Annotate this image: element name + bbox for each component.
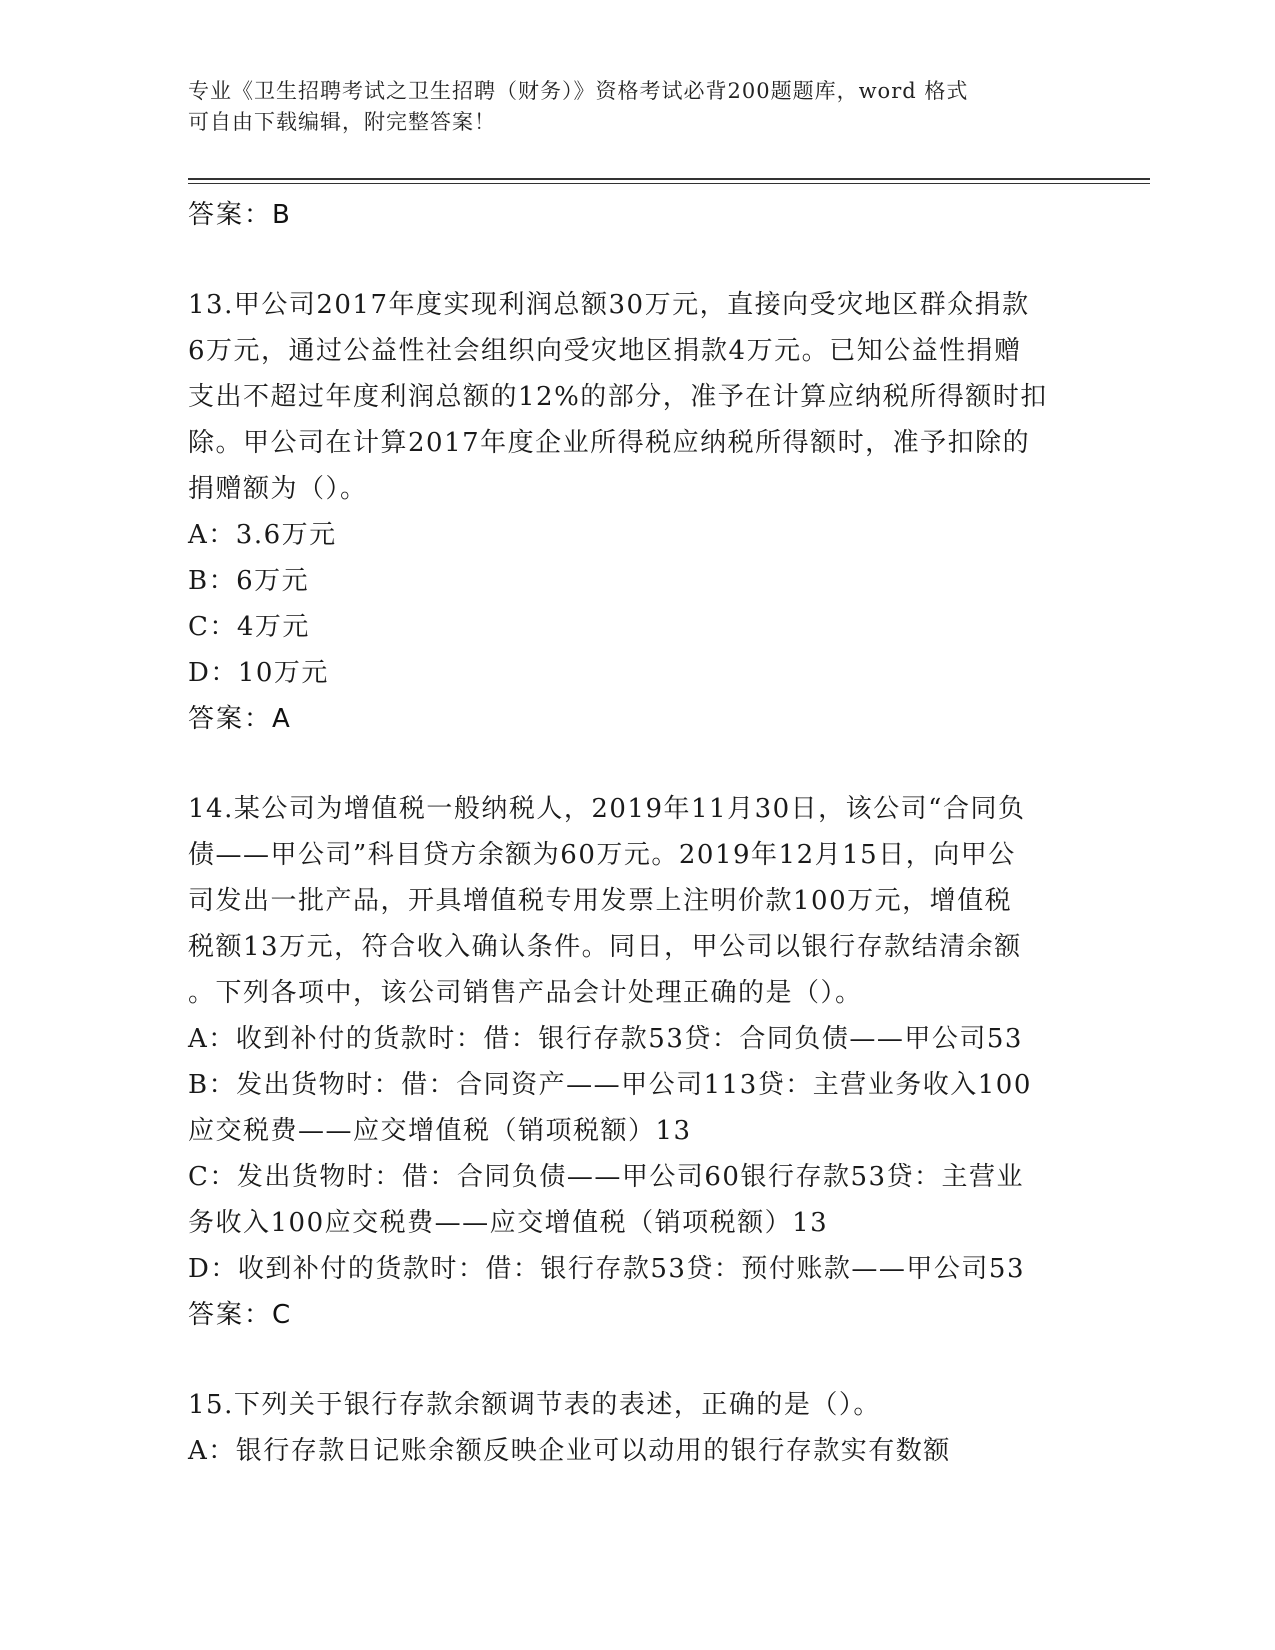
question-14-option-c-cont: 务收入100应交税费——应交增值税（销项税额）13 xyxy=(188,1208,829,1238)
question-14-line: 司发出一批产品，开具增值税专用发票上注明价款100万元，增值税 xyxy=(188,886,1013,916)
question-13-line: 13.甲公司2017年度实现利润总额30万元，直接向受灾地区群众捐款 xyxy=(188,290,1030,320)
header-line-2: 可自由下载编辑，附完整答案！ xyxy=(188,110,496,134)
question-14-line: 税额13万元，符合收入确认条件。同日，甲公司以银行存款结清余额 xyxy=(188,932,1022,962)
question-13-option-a: A：3.6万元 xyxy=(188,520,337,550)
question-15-option-a: A：银行存款日记账余额反映企业可以动用的银行存款实有数额 xyxy=(188,1436,951,1466)
question-13-answer: 答案：A xyxy=(188,704,292,734)
question-15-line: 15.下列关于银行存款余额调节表的表述，正确的是（）。 xyxy=(188,1390,881,1420)
header-rule-thick xyxy=(188,178,1150,180)
header-line-1: 专业《卫生招聘考试之卫生招聘（财务）》资格考试必背200题题库，word 格式 xyxy=(188,79,969,103)
question-14-option-c: C：发出货物时：借：合同负债——甲公司60银行存款53贷：主营业 xyxy=(188,1162,1025,1192)
question-13-line: 6万元，通过公益性社会组织向受灾地区捐款4万元。已知公益性捐赠 xyxy=(188,336,1022,366)
question-13-option-c: C：4万元 xyxy=(188,612,310,642)
question-15 xyxy=(188,1382,1088,1474)
spacer xyxy=(188,238,1088,282)
question-14-option-b-cont: 应交税费——应交增值税（销项税额）13 xyxy=(188,1116,692,1146)
question-14-line: 。下列各项中，该公司销售产品会计处理正确的是（）。 xyxy=(188,978,863,1008)
question-14-option-d: D：收到补付的货款时：借：银行存款53贷：预付账款——甲公司53 xyxy=(188,1254,1026,1284)
question-14-option-a: A：收到补付的货款时：借：银行存款53贷：合同负债——甲公司53 xyxy=(188,1024,1023,1054)
question-13-line: 支出不超过年度利润总额的12%的部分，准予在计算应纳税所得额时扣 xyxy=(188,382,1048,412)
spacer xyxy=(188,742,1088,786)
question-13 xyxy=(188,282,1088,742)
previous-answer: 答案：B xyxy=(188,200,292,230)
question-13-line: 捐赠额为（）。 xyxy=(188,474,368,504)
document-body xyxy=(188,192,1088,1474)
question-13-option-d: D：10万元 xyxy=(188,658,329,688)
document-header xyxy=(188,76,1088,138)
question-14-answer: 答案：C xyxy=(188,1300,293,1330)
question-13-option-b: B：6万元 xyxy=(188,566,310,596)
question-14-line: 14.某公司为增值税一般纳税人，2019年11月30日，该公司“合同负 xyxy=(188,794,1026,824)
question-14 xyxy=(188,786,1088,1338)
question-13-line: 除。甲公司在计算2017年度企业所得税应纳税所得额时，准予扣除的 xyxy=(188,428,1031,458)
header-rule-thin xyxy=(188,183,1150,184)
question-14-line: 债——甲公司”科目贷方余额为60万元。2019年12月15日，向甲公 xyxy=(188,840,1016,870)
spacer xyxy=(188,1338,1088,1382)
question-14-option-b: B：发出货物时：借：合同资产——甲公司113贷：主营业务收入100 xyxy=(188,1070,1032,1100)
